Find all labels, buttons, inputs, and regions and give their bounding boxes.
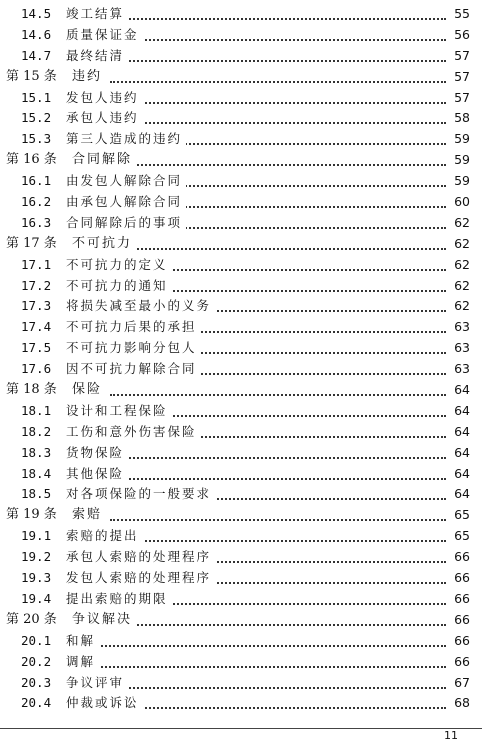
toc-entry-page: 62	[448, 234, 470, 255]
toc-entry-title: 和解	[66, 631, 99, 652]
toc-entry-number: 15.1	[21, 89, 52, 105]
toc-entry-page: 68	[448, 693, 470, 714]
toc-entry-number: 20.4	[21, 695, 52, 711]
toc-entry-number: 18.1	[21, 402, 52, 418]
toc-entry-title: 不可抗力影响分包人	[66, 338, 201, 359]
toc-entry-title: 不可抗力后果的承担	[66, 317, 201, 338]
toc-entry-number: 19.1	[21, 528, 52, 544]
toc-entry-title: 提出索赔的期限	[66, 589, 172, 610]
toc-entry-page: 66	[448, 589, 470, 610]
toc-entry-number: 19.4	[21, 590, 52, 606]
toc-entry-number: 16.2	[21, 194, 52, 210]
page-number: 11	[444, 729, 458, 742]
toc-section-entry[interactable]	[0, 4, 482, 25]
toc-entry-title: 因不可抗力解除合同	[66, 359, 201, 380]
toc-section-entry[interactable]	[0, 443, 482, 464]
toc-entry-page: 64	[448, 401, 470, 422]
dot-leader	[110, 248, 446, 250]
toc-entry-number: 17.6	[21, 361, 52, 377]
toc-section-entry[interactable]	[0, 46, 482, 67]
toc-entry-page: 59	[448, 171, 470, 192]
toc-entry-number: 20.1	[21, 632, 52, 648]
toc-entry-title: 违约	[72, 67, 106, 88]
toc-entry-page: 66	[448, 568, 470, 589]
toc-entry-title: 设计和工程保险	[66, 401, 172, 422]
toc-entry-number: 17.5	[21, 340, 52, 356]
toc-section-entry[interactable]	[0, 129, 482, 150]
toc-entry-page: 64	[448, 443, 470, 464]
toc-entry-page: 65	[448, 505, 470, 526]
toc-entry-title: 不可抗力的定义	[66, 255, 172, 276]
toc-section-entry[interactable]	[0, 276, 482, 297]
toc-entry-page: 59	[448, 129, 470, 150]
toc-section-entry[interactable]	[0, 25, 482, 46]
toc-section-entry[interactable]	[0, 589, 482, 610]
toc-entry-title: 保险	[72, 380, 106, 401]
toc-entry-number: 第 18 条	[6, 382, 57, 398]
toc-section-entry[interactable]	[0, 484, 482, 505]
toc-entry-number: 16.3	[21, 214, 52, 230]
toc-entry-number: 14.6	[21, 26, 52, 42]
toc-entry-number: 19.2	[21, 549, 52, 565]
toc-section-entry[interactable]	[0, 422, 482, 443]
toc-entry-title: 不可抗力的通知	[66, 276, 172, 297]
toc-entry-page: 62	[448, 255, 470, 276]
toc-entry-title: 不可抗力	[72, 234, 136, 255]
toc-section-entry[interactable]	[0, 213, 482, 234]
toc-entry-number: 20.3	[21, 674, 52, 690]
toc-chapter-entry[interactable]	[0, 610, 482, 631]
toc-entry-page: 55	[448, 4, 470, 25]
toc-entry-number: 20.2	[21, 653, 52, 669]
toc-entry-title: 发包人索赔的处理程序	[66, 568, 215, 589]
toc-entry-number: 18.4	[21, 465, 52, 481]
toc-entry-page: 66	[448, 610, 470, 631]
toc-entry-number: 18.5	[21, 486, 52, 502]
toc-entry-page: 57	[448, 46, 470, 67]
toc-entry-number: 17.3	[21, 298, 52, 314]
toc-section-entry[interactable]	[0, 192, 482, 213]
toc-entry-title: 由承包人解除合同	[66, 192, 186, 213]
toc-entry-page: 63	[448, 317, 470, 338]
toc-chapter-entry[interactable]	[0, 67, 482, 88]
dot-leader	[110, 81, 446, 83]
toc-section-entry[interactable]	[0, 568, 482, 589]
toc-entry-title: 合同解除后的事项	[66, 213, 186, 234]
toc-entry-page: 64	[448, 464, 470, 485]
toc-section-entry[interactable]	[0, 359, 482, 380]
toc-entry-number: 15.3	[21, 131, 52, 147]
toc-entry-page: 66	[448, 547, 470, 568]
toc-entry-number: 18.3	[21, 444, 52, 460]
toc-entry-number: 19.3	[21, 570, 52, 586]
toc-entry-title: 由发包人解除合同	[66, 171, 186, 192]
toc-entry-page: 64	[448, 484, 470, 505]
toc-entry-page: 60	[448, 192, 470, 213]
toc-entry-title: 承包人索赔的处理程序	[66, 547, 215, 568]
toc-entry-number: 15.2	[21, 110, 52, 126]
toc-entry-number: 第 19 条	[6, 507, 57, 523]
toc-entry-page: 58	[448, 108, 470, 129]
toc-entry-page: 57	[448, 88, 470, 109]
toc-entry-title: 工伤和意外伤害保险	[66, 422, 201, 443]
dot-leader	[110, 164, 446, 166]
toc-chapter-entry[interactable]	[0, 505, 482, 526]
toc-entry-number: 第 17 条	[6, 235, 57, 251]
toc-entry-title: 第三人造成的违约	[66, 129, 186, 150]
toc-entry-number: 第 16 条	[6, 152, 57, 168]
dot-leader	[110, 624, 446, 626]
toc-section-entry[interactable]	[0, 547, 482, 568]
toc-entry-title: 发包人违约	[66, 88, 143, 109]
toc-entry-number: 第 15 条	[6, 68, 57, 84]
toc-entry-title: 调解	[66, 652, 99, 673]
toc-entry-page: 65	[448, 526, 470, 547]
toc-entry-page: 66	[448, 652, 470, 673]
toc-entry-page: 63	[448, 338, 470, 359]
table-of-contents	[0, 4, 482, 714]
toc-entry-title: 仲裁或诉讼	[66, 693, 143, 714]
toc-entry-page: 66	[448, 631, 470, 652]
dot-leader	[110, 394, 446, 396]
toc-section-entry[interactable]	[0, 652, 482, 673]
toc-section-entry[interactable]	[0, 108, 482, 129]
toc-section-entry[interactable]	[0, 338, 482, 359]
toc-entry-title: 争议解决	[72, 610, 136, 631]
toc-entry-title: 将损失减至最小的义务	[66, 296, 215, 317]
toc-entry-page: 56	[448, 25, 470, 46]
toc-entry-title: 争议评审	[66, 673, 128, 694]
toc-section-entry[interactable]	[0, 317, 482, 338]
toc-entry-page: 64	[448, 380, 470, 401]
toc-entry-page: 59	[448, 150, 470, 171]
dot-leader	[110, 519, 446, 521]
toc-entry-page: 62	[448, 296, 470, 317]
toc-entry-title: 其他保险	[66, 464, 128, 485]
toc-entry-number: 14.7	[21, 47, 52, 63]
toc-entry-page: 63	[448, 359, 470, 380]
toc-entry-title: 合同解除	[72, 150, 136, 171]
toc-chapter-entry[interactable]	[0, 150, 482, 171]
toc-entry-title: 对各项保险的一般要求	[66, 484, 215, 505]
toc-entry-title: 承包人违约	[66, 108, 143, 129]
toc-section-entry[interactable]	[0, 673, 482, 694]
dot-leader	[70, 666, 446, 668]
toc-entry-number: 17.4	[21, 319, 52, 335]
toc-entry-title: 货物保险	[66, 443, 128, 464]
dot-leader	[70, 645, 446, 647]
toc-section-entry[interactable]	[0, 464, 482, 485]
toc-section-entry[interactable]	[0, 88, 482, 109]
footer-rule	[0, 728, 482, 729]
toc-entry-title: 索赔	[72, 505, 106, 526]
toc-section-entry[interactable]	[0, 401, 482, 422]
toc-entry-page: 62	[448, 213, 470, 234]
toc-entry-number: 17.1	[21, 256, 52, 272]
toc-entry-title: 索赔的提出	[66, 526, 143, 547]
toc-entry-number: 14.5	[21, 6, 52, 21]
toc-entry-page: 64	[448, 422, 470, 443]
toc-entry-title: 质量保证金	[66, 25, 143, 46]
toc-entry-title: 竣工结算	[66, 4, 128, 25]
toc-entry-number: 16.1	[21, 173, 52, 189]
toc-entry-page: 67	[448, 673, 470, 694]
toc-section-entry[interactable]	[0, 296, 482, 317]
toc-entry-page: 62	[448, 276, 470, 297]
toc-entry-number: 17.2	[21, 277, 52, 293]
toc-section-entry[interactable]	[0, 631, 482, 652]
toc-entry-number: 18.2	[21, 423, 52, 439]
toc-entry-page: 57	[448, 67, 470, 88]
toc-section-entry[interactable]	[0, 693, 482, 714]
toc-chapter-entry[interactable]	[0, 234, 482, 255]
toc-chapter-entry[interactable]	[0, 380, 482, 401]
toc-entry-title: 最终结清	[66, 46, 128, 67]
toc-section-entry[interactable]	[0, 171, 482, 192]
toc-section-entry[interactable]	[0, 526, 482, 547]
toc-section-entry[interactable]	[0, 255, 482, 276]
toc-entry-number: 第 20 条	[6, 611, 57, 627]
